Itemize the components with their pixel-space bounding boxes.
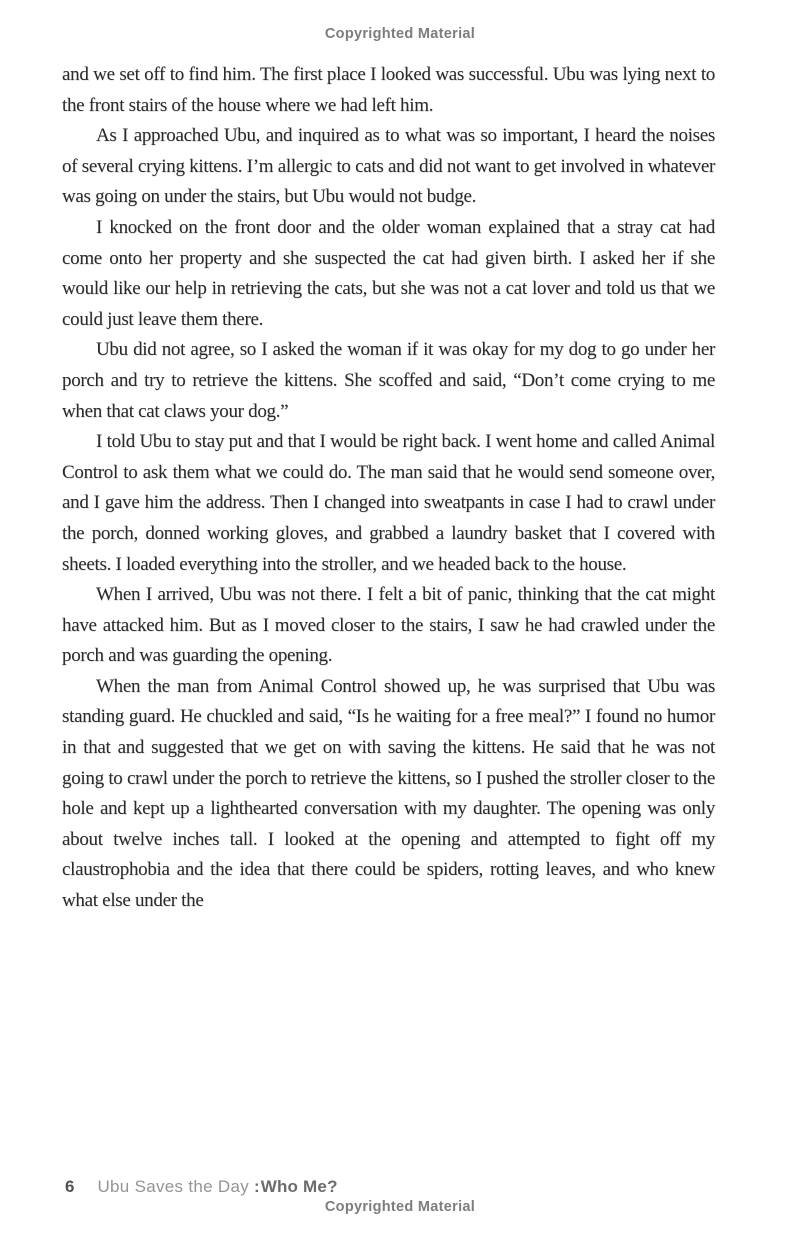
paragraph: Ubu did not agree, so I asked the woman if it was okay for my dog to go under her porch and try to retrieve the kittens. She scoffed and said, “Don’t come crying to me when that cat claws your dog.”	[62, 339, 715, 422]
paragraph: I told Ubu to stay put and that I would be right back. I went home and called Animal Control to ask them what we could do. The man said that he would send someone over, and I gave him the address. Then I changed into sweatpants in case I had to crawl under the porch, donned working gloves, and grabbed a laundry basket that I covered with sheets. I loaded everything into the stroller, and we headed back to the house.	[62, 431, 715, 575]
page-number: 6	[65, 1177, 75, 1196]
chapter-title: Who Me?	[260, 1177, 338, 1196]
copyright-notice-bottom: Copyrighted Material	[324, 1199, 476, 1215]
paragraph: I knocked on the front door and the older woman explained that a stray cat had come onto her property and she suspected the cat had given birth. I asked her if she would like our help in retrieving the cats, but she was not a cat lover and told us that we could just leave them there.	[62, 216, 715, 330]
page-body	[62, 60, 715, 917]
paragraph: When the man from Animal Control showed up, he was surprised that Ubu was standing guard. He chuckled and said, “Is he waiting for a free meal?” I found no humor in that and suggested that we get on with saving the kittens. He said that he was not going to crawl under the porch to retrieve the kittens, so I pushed the stroller closer to the hole and kept up a lighthearted conversation with my daughter. The opening was only about twelve inches tall. I looked at the opening and attempted to fight off my claustrophobia and the idea that there could be spiders, rotting leaves, and who knew what else under the	[62, 675, 715, 912]
book-title: Ubu Saves the Day	[97, 1177, 250, 1196]
footer-separator: :	[254, 1177, 260, 1196]
copyright-notice-top: Copyrighted Material	[324, 26, 476, 42]
page-footer	[65, 1177, 338, 1197]
paragraph-continuation: and we set off to find him. The first place I looked was successful. Ubu was lying next to the front stairs of the house where we had left him.	[62, 64, 715, 116]
paragraph: When I arrived, Ubu was not there. I felt a bit of panic, thinking that the cat might have attacked him. But as I moved closer to the stairs, I saw he had crawled under the porch and was guarding the opening.	[62, 584, 715, 667]
paragraph: As I approached Ubu, and inquired as to what was so important, I heard the noises of several crying kittens. I’m allergic to cats and did not want to get involved in whatever was going on under the stairs, but Ubu would not budge.	[62, 125, 715, 208]
